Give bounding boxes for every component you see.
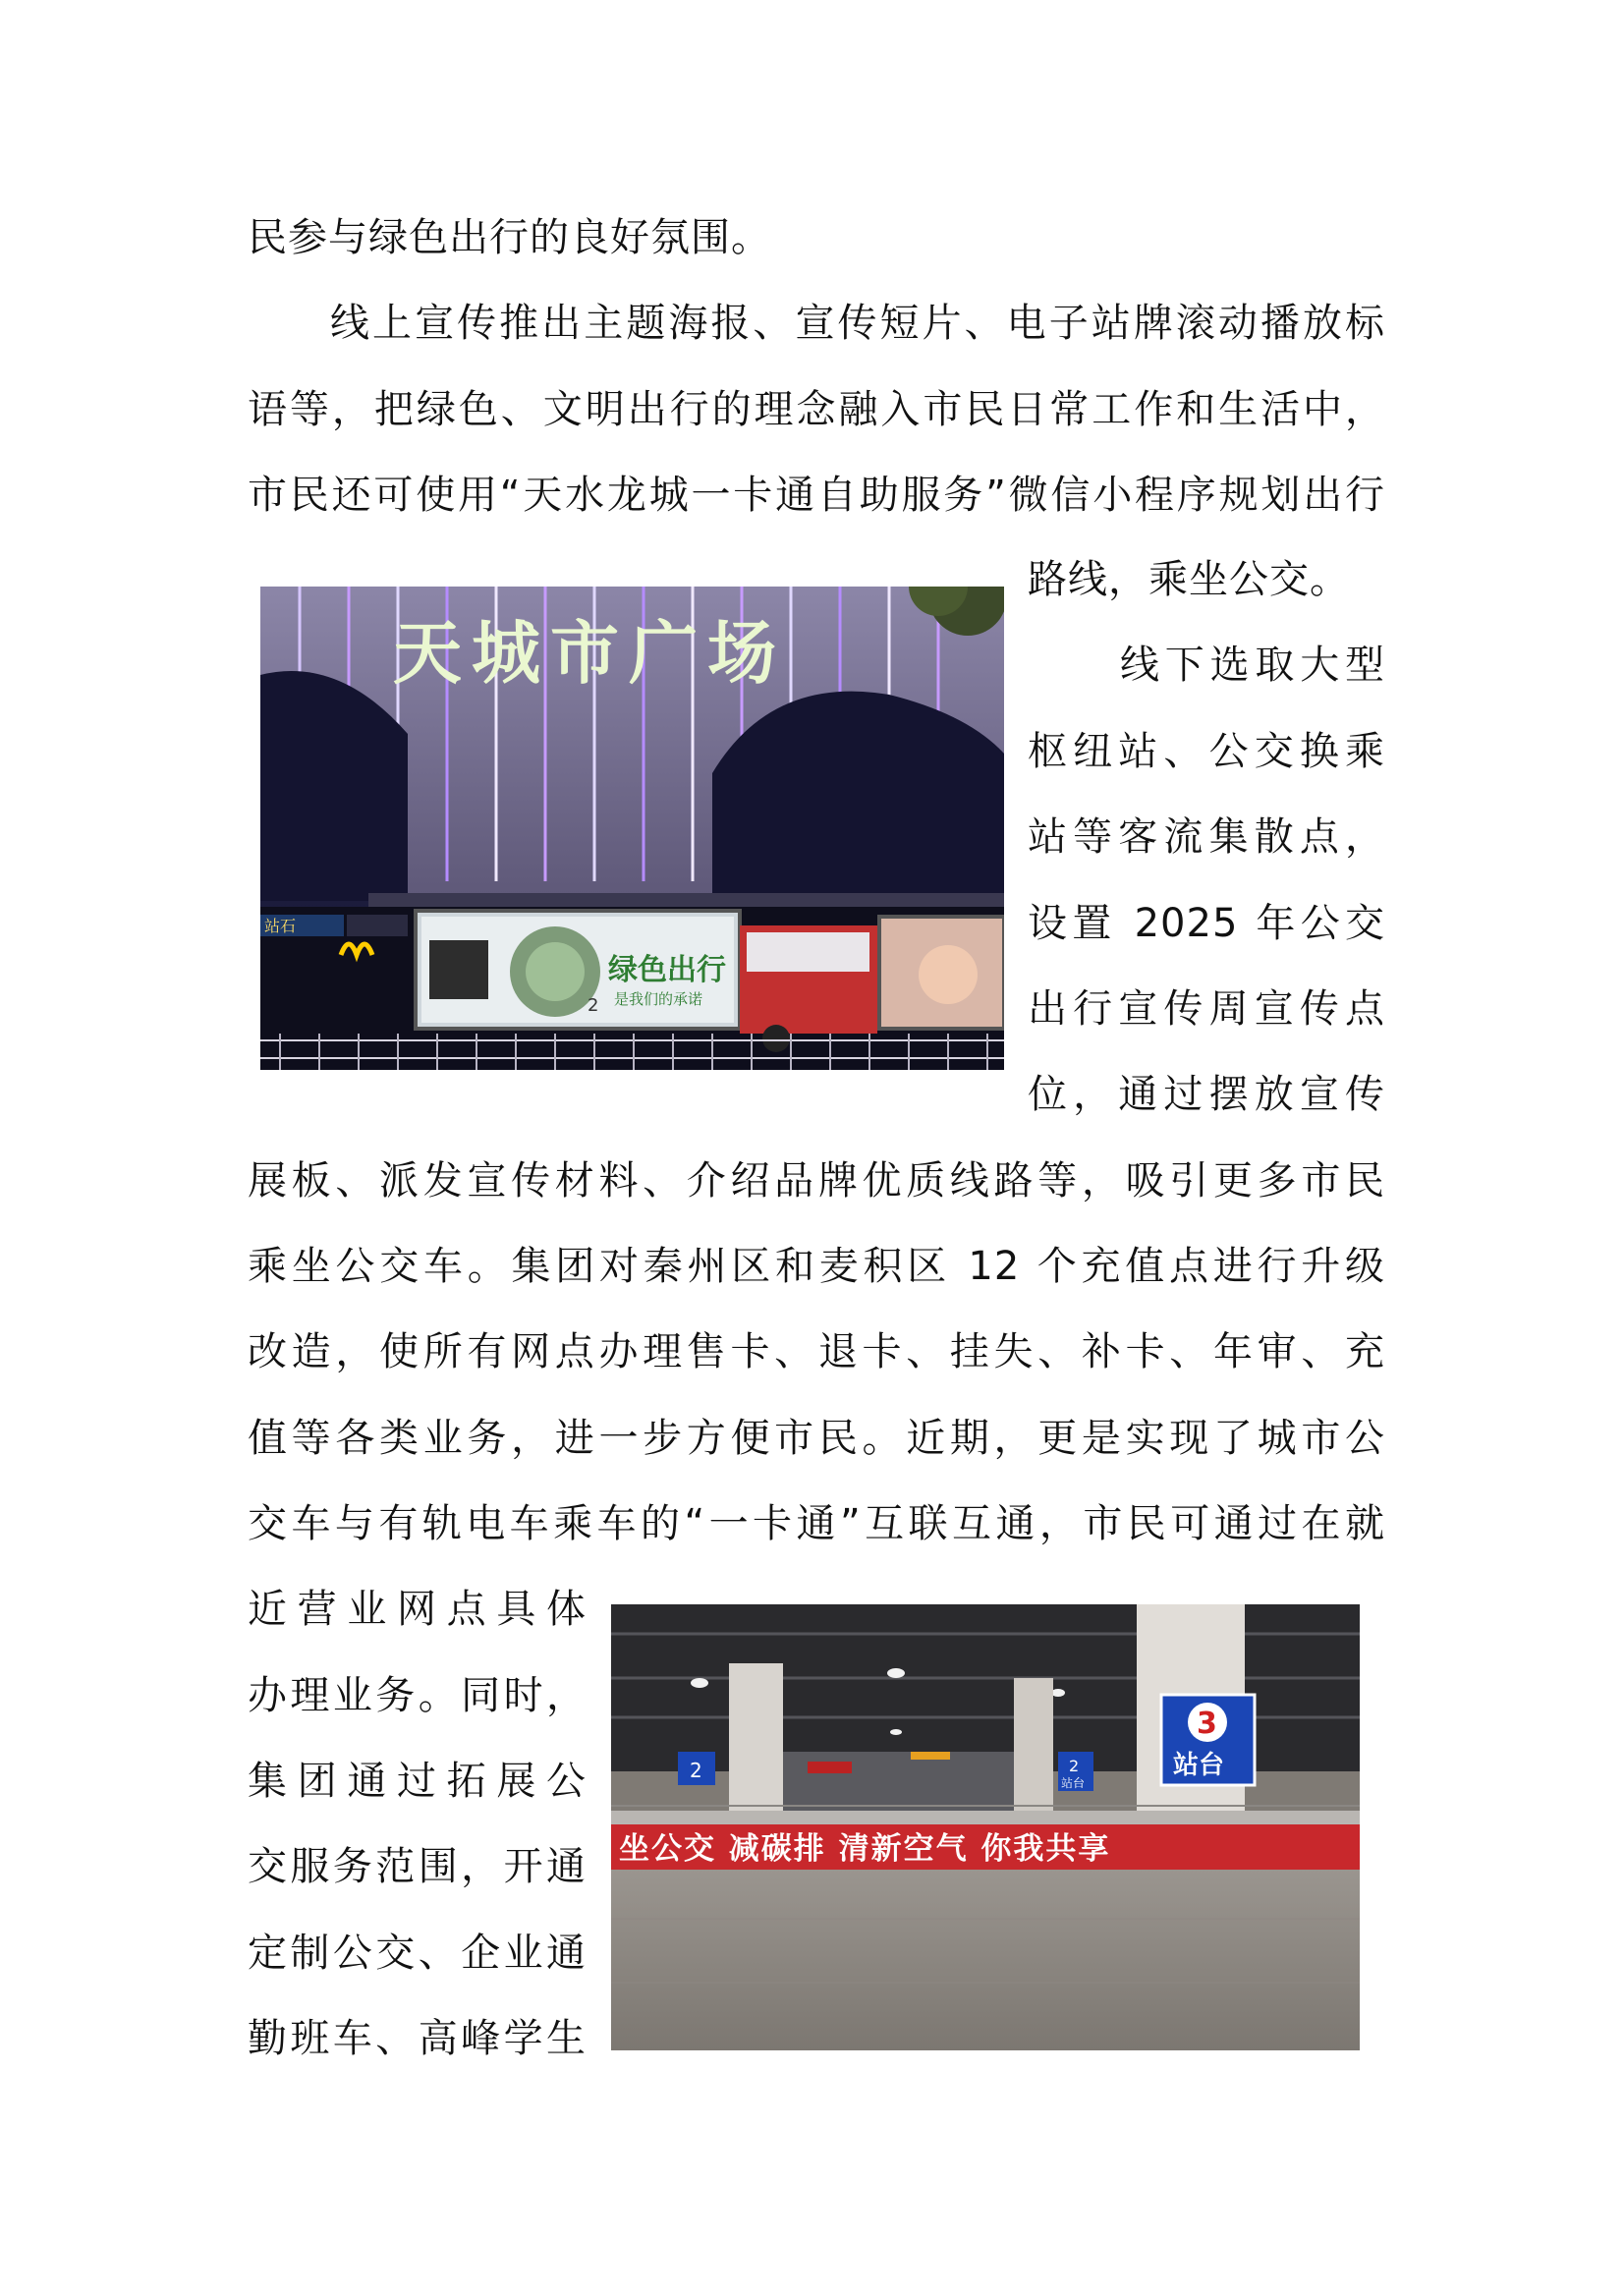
- paragraph-line: 出行宣传周宣传点: [1028, 986, 1385, 1032]
- paragraph-line: 集团通过拓展公: [248, 1759, 587, 1804]
- paragraph-line: 定制公交、企业通: [248, 1931, 587, 1976]
- paragraph-line: 民参与绿色出行的良好氛围。: [248, 215, 771, 260]
- paragraph-line: 路线，乘坐公交。: [1028, 557, 1350, 602]
- svg-text:2: 2: [1069, 1757, 1080, 1775]
- building-sign: 天城市广场: [393, 613, 786, 694]
- paragraph-line: 设置 2025 年公交: [1028, 901, 1385, 946]
- billboard-title: 绿色出行: [608, 953, 726, 987]
- paragraph-line: 展板、派发宣传材料、介绍品牌优质线路等，吸引更多市民: [248, 1158, 1385, 1204]
- billboard-subtitle: 是我们的承诺: [614, 990, 703, 1008]
- paragraph-line: 勤班车、高峰学生: [248, 2016, 587, 2061]
- paragraph-line: 市民还可使用“天水龙城一卡通自助服务”微信小程序规划出行: [248, 473, 1385, 518]
- paragraph-line: 值等各类业务，进一步方便市民。近期，更是实现了城市公: [248, 1416, 1385, 1461]
- svg-text:站石: 站石: [264, 917, 297, 935]
- paragraph-line: 位，通过摆放宣传: [1028, 1072, 1385, 1117]
- paragraph-line: 乘坐公交车。集团对秦州区和麦积区 12 个充值点进行升级: [248, 1244, 1385, 1289]
- plaza-night-photo: [260, 587, 1004, 1070]
- paragraph-line: 改造，使所有网点办理售卡、退卡、挂失、补卡、年审、充: [248, 1329, 1385, 1374]
- paragraph-line: 交服务范围，开通: [248, 1844, 587, 1889]
- small-platform-sign: 2: [690, 1759, 702, 1782]
- paragraph-line: 办理业务。同时，: [248, 1673, 587, 1718]
- svg-text:站台: 站台: [1061, 1776, 1086, 1790]
- billboard-number: 2: [588, 995, 599, 1016]
- paragraph-line: 线下选取大型: [1120, 643, 1385, 688]
- banner-slogan: 坐公交 减碳排 清新空气 你我共享: [619, 1831, 1111, 1867]
- paragraph-line: 语等，把绿色、文明出行的理念融入市民日常工作和生活中，: [248, 387, 1385, 432]
- paragraph-line: 近营业网点具体: [248, 1587, 587, 1632]
- paragraph-line: 线上宣传推出主题海报、宣传短片、电子站牌滚动播放标: [330, 301, 1385, 346]
- paragraph-line: 交车与有轨电车乘车的“一卡通”互联互通，市民可通过在就: [248, 1501, 1385, 1546]
- platform-label: 站台: [1173, 1751, 1225, 1780]
- bus-station-photo: [611, 1604, 1360, 2050]
- paragraph-line: 枢纽站、公交换乘: [1028, 729, 1385, 774]
- paragraph-line: 站等客流集散点，: [1028, 814, 1385, 860]
- platform-number: 3: [1197, 1707, 1217, 1741]
